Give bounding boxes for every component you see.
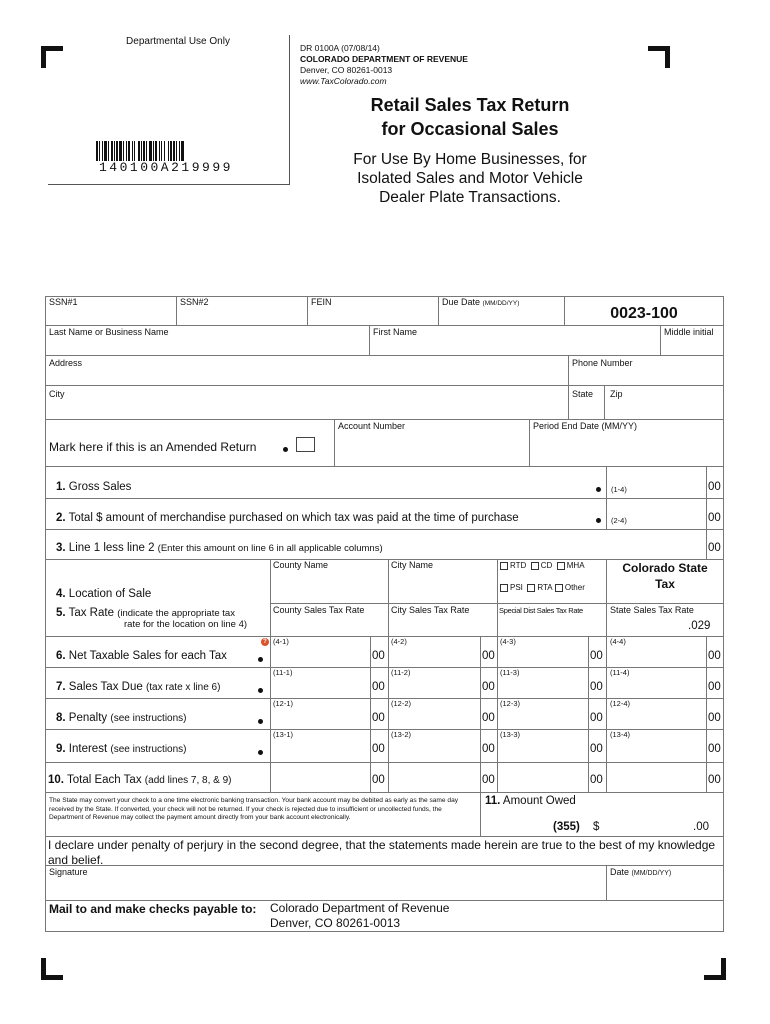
divider — [606, 865, 607, 901]
code-13-1: (13-1) — [273, 730, 294, 739]
divider — [370, 636, 371, 793]
code-4-2: (4-2) — [391, 637, 407, 646]
first-name-field[interactable] — [369, 325, 661, 356]
form-subtitle — [300, 150, 640, 207]
rtd-checkbox[interactable] — [500, 562, 508, 570]
special-district-options-1 — [500, 561, 585, 570]
line-2-cents[interactable]: 00 — [708, 512, 721, 524]
colorado-state-tax-header — [606, 559, 724, 592]
cents-cell-r8-c2[interactable]: 00 — [482, 712, 495, 724]
department-address: Denver, CO 80261-0013 — [300, 65, 393, 75]
departmental-use-label: Departmental Use Only — [126, 36, 230, 47]
state-rate-value: .029 — [688, 620, 711, 632]
code-11-1: (11-1) — [273, 668, 293, 677]
amount-owed-value[interactable]: .00 — [693, 821, 709, 833]
line-2-code: (2-4) — [611, 516, 627, 525]
disclaimer-box — [45, 792, 481, 837]
line-5-note-2: rate for the location on line 4) — [124, 619, 248, 630]
cd-label: CD — [540, 561, 553, 570]
line-8-number: 8. — [56, 712, 66, 724]
bullet-icon — [258, 688, 263, 693]
address-field[interactable] — [45, 355, 569, 386]
bullet-icon — [596, 487, 601, 492]
divider — [270, 559, 271, 793]
form-code: 0023-100 — [610, 305, 678, 322]
divider — [606, 559, 607, 793]
line-7-text: Sales Tax Due — [68, 681, 143, 693]
line-9-number: 9. — [56, 743, 66, 755]
divider — [45, 762, 724, 763]
line-11-number: 11. — [485, 795, 501, 807]
code-11-4: (11-4) — [610, 668, 630, 677]
first-name-label: First Name — [373, 327, 418, 337]
cents-cell-r9-c1[interactable]: 00 — [372, 743, 385, 755]
ssn1-field[interactable] — [45, 296, 177, 326]
code-13-3: (13-3) — [500, 730, 521, 739]
cents-cell-r10-c2[interactable]: 00 — [482, 774, 495, 786]
period-end-field[interactable] — [529, 419, 724, 467]
form-header-info — [300, 43, 468, 87]
divider — [706, 636, 707, 793]
line-2-text: Total $ amount of merchandise purchased on which tax was paid at the time of purchase — [68, 512, 519, 524]
line-6-label — [56, 650, 227, 662]
code-13-4: (13-4) — [610, 730, 631, 739]
line-3-text: Line 1 less line 2 — [68, 542, 155, 554]
line-3-number: 3. — [56, 542, 66, 554]
phone-field[interactable] — [568, 355, 724, 386]
middle-initial-field[interactable] — [660, 325, 724, 356]
line-9-text: Interest — [68, 743, 108, 755]
ssn2-label: SSN#2 — [180, 297, 209, 307]
line-7-note: (tax rate x line 6) — [145, 682, 221, 693]
special-district-options-2 — [500, 583, 585, 592]
mha-label: MHA — [566, 561, 585, 570]
help-icon[interactable]: ? — [261, 638, 269, 646]
bullet-icon — [258, 719, 263, 724]
subtitle-line-3: Dealer Plate Transactions. — [379, 189, 561, 206]
line-9-label — [56, 743, 187, 755]
signature-label: Signature — [49, 867, 88, 877]
line-4-number: 4. — [56, 588, 66, 600]
mail-address-line-2: Denver, CO 80261-0013 — [270, 916, 401, 930]
code-4-1: (4-1) — [273, 637, 289, 646]
amended-return-checkbox[interactable] — [296, 437, 315, 452]
line-6-text: Net Taxable Sales for each Tax — [68, 650, 227, 662]
due-date-text: Due Date — [442, 297, 481, 307]
line-10-number: 10. — [48, 774, 64, 786]
code-12-3: (12-3) — [500, 699, 521, 708]
county-rate-label: County Sales Tax Rate — [273, 605, 365, 615]
code-11-3: (11-3) — [500, 668, 520, 677]
due-date-format: (MM/DD/YY) — [482, 300, 520, 307]
divider — [270, 603, 724, 604]
mail-label: Mail to and make checks payable to: — [49, 902, 257, 916]
cents-cell-r9-c4[interactable]: 00 — [708, 743, 721, 755]
cents-cell-r9-c3[interactable]: 00 — [590, 743, 603, 755]
special-rate-label: Special Dist Sales Tax Rate — [499, 606, 583, 615]
divider — [480, 636, 481, 793]
line-9-note: (see instructions) — [110, 744, 187, 755]
subtitle-line-1: For Use By Home Businesses, for — [353, 151, 587, 168]
line-3-note: (Enter this amount on line 6 in all applicable columns) — [157, 543, 383, 554]
line-11-label — [485, 795, 576, 807]
line-8-note: (see instructions) — [110, 713, 187, 724]
cents-cell-r7-c3[interactable]: 00 — [590, 681, 603, 693]
rtd-label: RTD — [510, 561, 527, 570]
zip-field[interactable] — [604, 385, 724, 420]
title-line-1: Retail Sales Tax Return — [370, 95, 570, 115]
city-field[interactable] — [45, 385, 569, 420]
other-label: Other — [564, 583, 585, 592]
cents-cell-r7-c2[interactable]: 00 — [482, 681, 495, 693]
bullet-icon — [258, 657, 263, 662]
title-line-2: for Occasional Sales — [381, 119, 559, 139]
cents-cell-r8-c3[interactable]: 00 — [590, 712, 603, 724]
line-2-number: 2. — [56, 512, 66, 524]
line-3-cents[interactable]: 00 — [708, 542, 721, 554]
mha-checkbox[interactable] — [557, 562, 565, 570]
line-5-note-1: (indicate the appropriate tax — [117, 608, 235, 619]
ssn1-label: SSN#1 — [49, 297, 78, 307]
line-6-number: 6. — [56, 650, 66, 662]
county-name-label: County Name — [273, 560, 329, 570]
cents-cell-r6-c3[interactable]: 00 — [590, 650, 603, 662]
line-10-label — [48, 774, 232, 786]
psi-checkbox[interactable] — [500, 584, 508, 592]
line-2-label — [56, 512, 519, 524]
line-1-number: 1. — [56, 481, 66, 493]
cd-checkbox[interactable] — [531, 562, 539, 570]
psi-label: PSI — [510, 583, 523, 592]
colorado-state-text: Colorado State — [622, 561, 708, 575]
other-checkbox[interactable] — [555, 584, 563, 592]
divider — [45, 865, 724, 866]
cents-cell-r8-c4[interactable]: 00 — [708, 712, 721, 724]
divider — [388, 559, 389, 793]
account-number-field[interactable] — [334, 419, 530, 467]
form-title — [300, 93, 640, 141]
city-label: City — [49, 389, 65, 399]
date-field[interactable] — [608, 876, 722, 900]
due-date-field[interactable] — [438, 296, 565, 326]
ssn2-field[interactable] — [176, 296, 308, 326]
line-8-text: Penalty — [68, 712, 108, 724]
divider — [706, 466, 707, 560]
code-12-2: (12-2) — [391, 699, 412, 708]
code-12-4: (12-4) — [610, 699, 631, 708]
zip-label: Zip — [610, 389, 623, 399]
line-1-text: Gross Sales — [68, 481, 132, 493]
phone-label: Phone Number — [572, 358, 633, 368]
line-7-label — [56, 681, 220, 693]
city-name-label: City Name — [391, 560, 434, 570]
cents-cell-r9-c2[interactable]: 00 — [482, 743, 495, 755]
bullet-icon — [258, 750, 263, 755]
tax-text: Tax — [655, 577, 675, 591]
department-name: COLORADO DEPARTMENT OF REVENUE — [300, 54, 468, 64]
website: www.TaxColorado.com — [300, 76, 387, 86]
fein-field[interactable] — [307, 296, 439, 326]
amended-return-label: Mark here if this is an Amended Return — [49, 440, 257, 454]
cents-cell-r10-c4[interactable]: 00 — [708, 774, 721, 786]
cents-cell-r10-c3[interactable]: 00 — [590, 774, 603, 786]
line-10-text: Total Each Tax — [67, 774, 142, 786]
account-number-label: Account Number — [338, 421, 406, 431]
state-rate-label: State Sales Tax Rate — [610, 605, 694, 615]
cents-cell-r6-c1[interactable]: 00 — [372, 650, 385, 662]
form-number: DR 0100A (07/08/14) — [300, 43, 380, 53]
mail-address-line-1: Colorado Department of Revenue — [270, 901, 450, 915]
due-date-label — [442, 297, 519, 307]
line-3-label — [56, 542, 383, 554]
fein-label: FEIN — [311, 297, 332, 307]
amount-owed-box — [480, 792, 724, 837]
signature-field[interactable] — [49, 876, 605, 900]
line-1-cents[interactable]: 00 — [708, 481, 721, 493]
barcode-number: 140100A219999 — [99, 160, 233, 175]
date-format: (MM/DD/YY) — [631, 870, 672, 877]
dollar-sign: $ — [593, 821, 600, 833]
corner-mark-bottom-left — [41, 958, 63, 980]
middle-initial-label: Middle initial — [664, 327, 714, 337]
subtitle-line-2: Isolated Sales and Motor Vehicle — [357, 170, 583, 187]
state-label: State — [572, 389, 594, 399]
cents-cell-r6-c2[interactable]: 00 — [482, 650, 495, 662]
line-11-code: (355) — [553, 821, 580, 833]
cents-cell-r6-c4[interactable]: 00 — [708, 650, 721, 662]
cents-cell-r10-c1[interactable]: 00 — [372, 774, 385, 786]
amended-return-box — [45, 419, 335, 467]
line-8-label — [56, 712, 187, 724]
corner-mark-top-right — [648, 46, 670, 68]
divider — [45, 498, 724, 499]
rta-label: RTA — [537, 583, 553, 592]
city-rate-label: City Sales Tax Rate — [391, 605, 470, 615]
code-13-2: (13-2) — [391, 730, 412, 739]
address-label: Address — [49, 358, 83, 368]
line-11-text: Amount Owed — [502, 795, 576, 807]
barcode-bar — [184, 141, 185, 161]
line-1-code: (1-4) — [611, 485, 627, 494]
code-12-1: (12-1) — [273, 699, 294, 708]
divider — [497, 559, 498, 793]
line-10-note: (add lines 7, 8, & 9) — [144, 775, 232, 786]
line-4-text: Location of Sale — [68, 588, 152, 600]
line-7-number: 7. — [56, 681, 66, 693]
form-code-box — [564, 296, 724, 326]
code-4-4: (4-4) — [610, 637, 626, 646]
cents-cell-r7-c4[interactable]: 00 — [708, 681, 721, 693]
barcode — [96, 141, 246, 161]
rta-checkbox[interactable] — [527, 584, 535, 592]
cents-cell-r8-c1[interactable]: 00 — [372, 712, 385, 724]
corner-mark-bottom-right — [704, 958, 726, 980]
line-5-label — [56, 607, 235, 619]
code-4-3: (4-3) — [500, 637, 516, 646]
last-name-field[interactable] — [45, 325, 370, 356]
line-5-text: Tax Rate — [68, 607, 114, 619]
disclaimer-text: The State may convert your check to a one time electronic banking transaction. Your bank account may be debited as early as the same day received by the State. If converted, your check will not be returned. If your check is rejected due to insufficient or uncollected funds, the Department of Revenue may collect the payment amount directly from your bank account electronically. — [49, 797, 459, 822]
bullet-icon — [283, 447, 288, 452]
code-11-2: (11-2) — [391, 668, 411, 677]
state-field[interactable] — [568, 385, 605, 420]
divider — [606, 466, 607, 529]
line-1-label — [56, 481, 131, 493]
bullet-icon — [596, 518, 601, 523]
line-5-number: 5. — [56, 607, 66, 619]
cents-cell-r7-c1[interactable]: 00 — [372, 681, 385, 693]
date-text: Date — [610, 867, 630, 877]
period-end-label: Period End Date (MM/YY) — [533, 421, 638, 431]
divider — [588, 636, 589, 793]
line-4-label — [56, 588, 151, 600]
divider — [45, 529, 724, 530]
mail-box — [45, 900, 724, 932]
last-name-label: Last Name or Business Name — [49, 327, 169, 337]
perjury-statement: I declare under penalty of perjury in the second degree, that the statements made herein are true to the best of my knowledge and belief. — [48, 838, 716, 867]
